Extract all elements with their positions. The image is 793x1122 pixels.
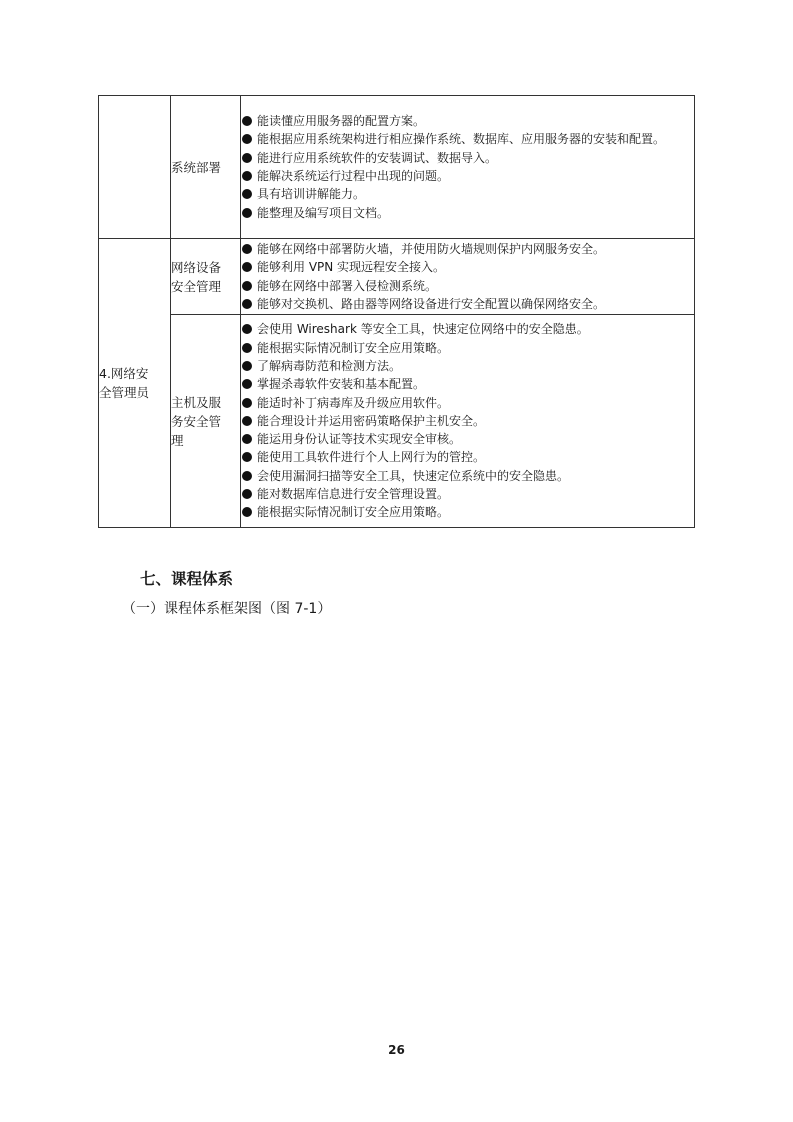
bullet-icon — [242, 134, 252, 144]
list-item: 能够对交换机、路由器等网络设备进行安全配置以确保网络安全。 — [241, 295, 694, 313]
table-row — [99, 96, 695, 239]
ability-list — [241, 240, 694, 313]
bullet-icon — [242, 153, 252, 163]
page-number: 26 — [388, 1043, 405, 1057]
role-label-line: 全管理员 — [99, 385, 150, 400]
subcategory-label-line: 网络设备 — [171, 259, 222, 275]
bullet-icon — [242, 507, 252, 517]
list-item: 了解病毒防范和检测方法。 — [241, 357, 694, 375]
subcategory-label-line: 理 — [171, 432, 184, 448]
subsection-heading: （一）课程体系框架图（图 7-1） — [122, 601, 332, 617]
requirements-table — [98, 95, 695, 528]
bullet-icon — [242, 343, 252, 353]
ability-list — [241, 320, 694, 521]
ability-cell — [241, 239, 695, 315]
bullet-icon — [242, 471, 252, 481]
bullet-icon — [242, 361, 252, 371]
bullet-icon — [242, 324, 252, 334]
subcategory-label-line: 安全管理 — [171, 278, 222, 294]
role-cell — [99, 239, 171, 528]
bullet-icon — [242, 244, 252, 254]
subcategory-label-line: 主机及服 — [171, 394, 222, 410]
section-heading: 七、课程体系 — [140, 570, 234, 588]
bullet-icon — [242, 299, 252, 309]
ability-cell — [241, 315, 695, 528]
bullet-icon — [242, 208, 252, 218]
bullet-icon — [242, 452, 252, 462]
list-item: 掌握杀毒软件安装和基本配置。 — [241, 375, 694, 393]
list-item: 能对数据库信息进行安全管理设置。 — [241, 485, 694, 503]
list-item: 能根据实际情况制订安全应用策略。 — [241, 339, 694, 357]
role-cell-empty — [99, 96, 171, 239]
list-item: 能够在网络中部署入侵检测系统。 — [241, 277, 694, 295]
list-item: 能够利用 VPN 实现远程安全接入。 — [241, 258, 694, 276]
list-item: 能运用身份认证等技术实现安全审核。 — [241, 430, 694, 448]
bullet-icon — [242, 434, 252, 444]
list-item: 能进行应用系统软件的安装调试、数据导入。 — [241, 149, 694, 167]
bullet-icon — [242, 281, 252, 291]
subcategory-label: 系统部署 — [171, 159, 222, 175]
table-row — [99, 239, 695, 315]
subcategory-cell — [171, 96, 241, 239]
list-item: 会使用漏洞扫描等安全工具，快速定位系统中的安全隐患。 — [241, 467, 694, 485]
list-item: 会使用 Wireshark 等安全工具，快速定位网络中的安全隐患。 — [241, 320, 694, 338]
list-item: 能够在网络中部署防火墙，并使用防火墙规则保护内网服务安全。 — [241, 240, 694, 258]
ability-list — [241, 112, 694, 222]
list-item: 能整理及编写项目文档。 — [241, 204, 694, 222]
list-item: 能根据应用系统架构进行相应操作系统、数据库、应用服务器的安装和配置。 — [241, 130, 694, 148]
subcategory-label-line: 务安全管 — [171, 413, 222, 429]
list-item: 能根据实际情况制订安全应用策略。 — [241, 503, 694, 521]
list-item: 能解决系统运行过程中出现的问题。 — [241, 167, 694, 185]
bullet-icon — [242, 379, 252, 389]
role-label-line: 4.网络安 — [99, 366, 149, 381]
list-item: 能使用工具软件进行个人上网行为的管控。 — [241, 448, 694, 466]
list-item: 能读懂应用服务器的配置方案。 — [241, 112, 694, 130]
list-item: 能适时补丁病毒库及升级应用软件。 — [241, 394, 694, 412]
subcategory-cell — [171, 315, 241, 528]
bullet-icon — [242, 489, 252, 499]
bullet-icon — [242, 398, 252, 408]
ability-cell — [241, 96, 695, 239]
bullet-icon — [242, 189, 252, 199]
bullet-icon — [242, 416, 252, 426]
bullet-icon — [242, 116, 252, 126]
table-row — [99, 315, 695, 528]
subcategory-cell — [171, 239, 241, 315]
bullet-icon — [242, 262, 252, 272]
bullet-icon — [242, 171, 252, 181]
list-item: 具有培训讲解能力。 — [241, 185, 694, 203]
list-item: 能合理设计并运用密码策略保护主机安全。 — [241, 412, 694, 430]
